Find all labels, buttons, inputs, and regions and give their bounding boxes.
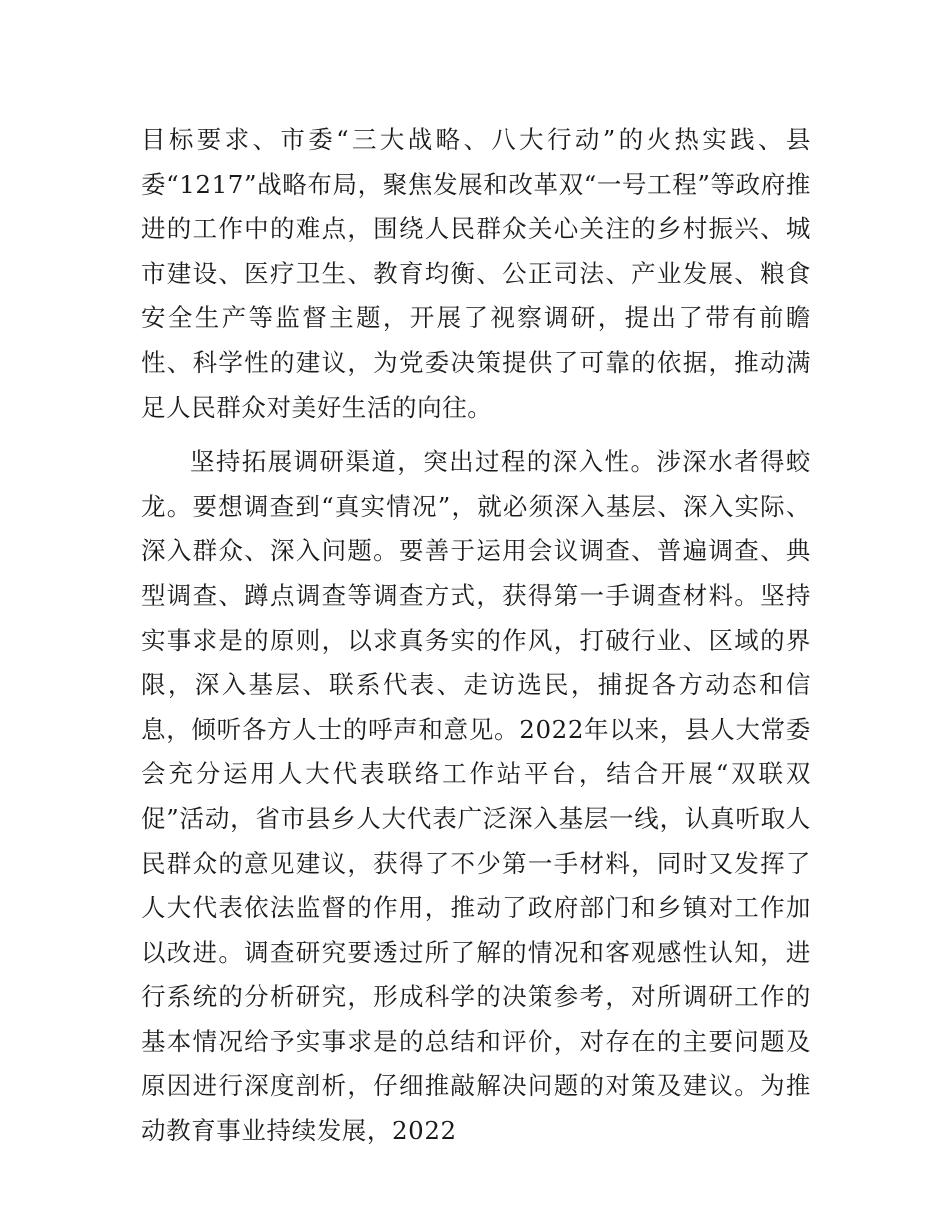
paragraph-continuation: 目标要求、市委“三大战略、八大行动”的火热实践、县委“1217”战略布局，聚焦发展和改革双“一号工程”等政府推进的工作中的难点，围绕人民群众关心关注的乡村振兴、城市建设、医疗卫生、教育均衡、公正司法、产业发展、粮食安全生产等监督主题，开展了视察调研，提出了带有前瞻性、科学性的建议，为党委决策提供了可靠的依据，推动满足人民群众对美好生活的向往。	[141, 125, 811, 422]
body-text	[141, 118, 811, 1154]
paragraph-research-channels: 坚持拓展调研渠道，突出过程的深入性。涉深水者得蛟龙。要想调查到“真实情况”，就必须深入基层、深入实际、深入群众、深入问题。要善于运用会议调查、普遍调查、典型调查、蹲点调查等调查方式，获得第一手调查材料。坚持实事求是的原则，以求真务实的作风，打破行业、区域的界限，深入基层、联系代表、走访选民，捕捉各方动态和信息，倾听各方人士的呼声和意见。2022年以来，县人大常委会充分运用人大代表联络工作站平台，结合开展“双联双促”活动，省市县乡人大代表广泛深入基层一线，认真听取人民群众的意见建议，获得了不少第一手材料，同时又发挥了人大代表依法监督的作用，推动了政府部门和乡镇对工作加以改进。调查研究要透过所了解的情况和客观感性认知，进行系统的分析研究，形成科学的决策参考，对所调研工作的基本情况给予实事求是的总结和评价，对存在的主要问题及原因进行深度剖析，仔细推敲解决问题的对策及建议。为推动教育事业持续发展，2022	[141, 447, 811, 1146]
